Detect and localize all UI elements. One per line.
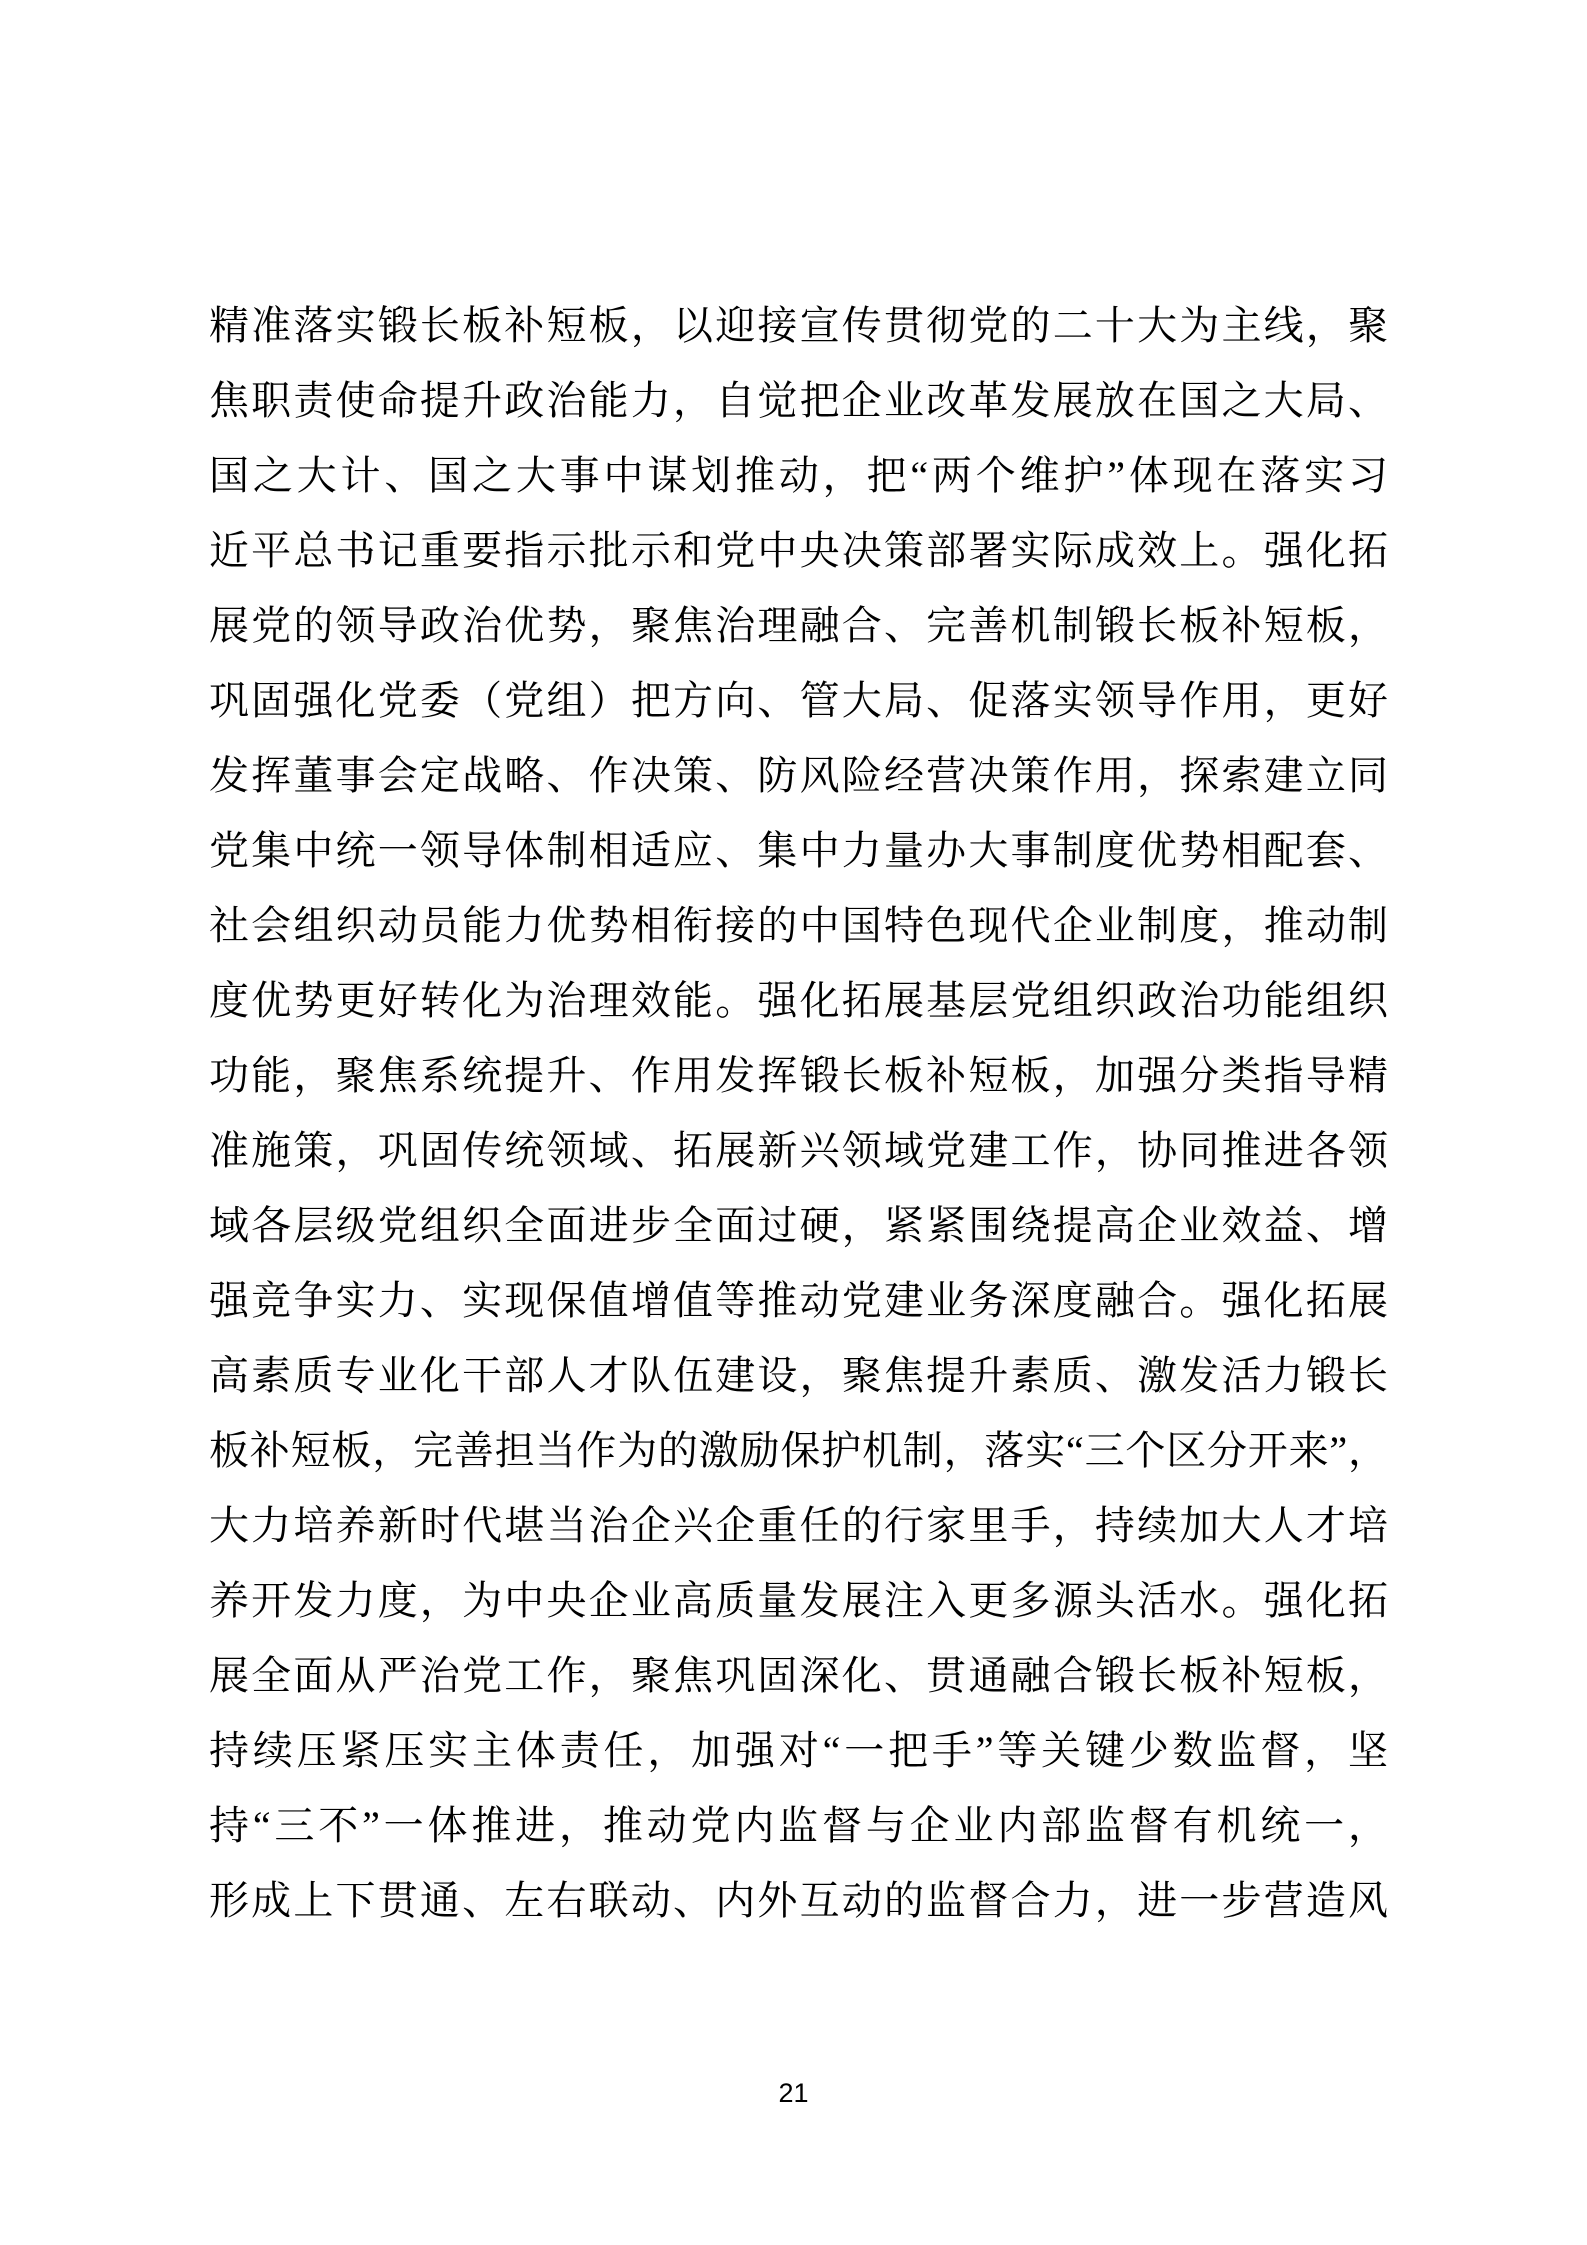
text-line: 国之大计、国之大事中谋划推动，把“两个维护”体现在落实习 (209, 453, 1388, 498)
text-line: 度优势更好转化为治理效能。强化拓展基层党组织政治功能组织 (209, 978, 1388, 1023)
text-line: 养开发力度，为中央企业高质量发展注入更多源头活水。强化拓 (209, 1578, 1388, 1623)
text-line: 焦职责使命提升政治能力，自觉把企业改革发展放在国之大局、 (209, 378, 1388, 423)
text-line: 巩固强化党委（党组）把方向、管大局、促落实领导作用，更好 (209, 678, 1388, 723)
body-text-block (209, 288, 1388, 1938)
text-line: 高素质专业化干部人才队伍建设，聚焦提升素质、激发活力锻长 (209, 1353, 1388, 1398)
text-line: 持续压紧压实主体责任，加强对“一把手”等关键少数监督，坚 (209, 1728, 1388, 1773)
text-line: 持“三不”一体推进，推动党内监督与企业内部监督有机统一， (209, 1803, 1388, 1848)
text-line: 功能，聚焦系统提升、作用发挥锻长板补短板，加强分类指导精 (209, 1053, 1388, 1098)
text-line: 准施策，巩固传统领域、拓展新兴领域党建工作，协同推进各领 (209, 1128, 1388, 1173)
text-line: 强竞争实力、实现保值增值等推动党建业务深度融合。强化拓展 (209, 1278, 1388, 1323)
text-line: 精准落实锻长板补短板，以迎接宣传贯彻党的二十大为主线，聚 (209, 303, 1388, 348)
text-line: 展全面从严治党工作，聚焦巩固深化、贯通融合锻长板补短板， (209, 1653, 1388, 1698)
text-line: 形成上下贯通、左右联动、内外互动的监督合力，进一步营造风 (209, 1878, 1388, 1923)
text-line: 近平总书记重要指示批示和党中央决策部署实际成效上。强化拓 (209, 528, 1388, 573)
text-line: 大力培养新时代堪当治企兴企重任的行家里手，持续加大人才培 (209, 1503, 1388, 1548)
text-line: 域各层级党组织全面进步全面过硬，紧紧围绕提高企业效益、增 (209, 1203, 1388, 1248)
text-line: 党集中统一领导体制相适应、集中力量办大事制度优势相配套、 (209, 828, 1388, 873)
page-number: 21 (778, 2078, 809, 2108)
text-line: 社会组织动员能力优势相衔接的中国特色现代企业制度，推动制 (209, 903, 1388, 948)
text-line: 板补短板，完善担当作为的激励保护机制，落实“三个区分开来”， (209, 1428, 1388, 1473)
text-line: 发挥董事会定战略、作决策、防风险经营决策作用，探索建立同 (209, 753, 1388, 798)
text-line: 展党的领导政治优势，聚焦治理融合、完善机制锻长板补短板， (209, 603, 1388, 648)
